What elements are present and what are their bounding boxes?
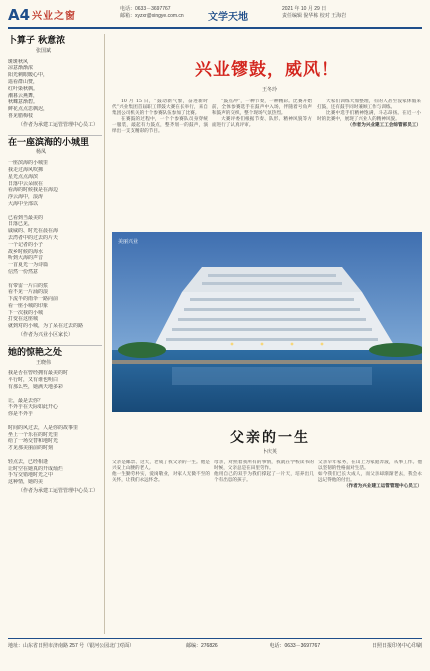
poem-line: 信然一份然意 [8, 268, 39, 275]
poem-line [8, 276, 102, 283]
poem-line: 这种情，她的美 [8, 479, 44, 486]
poem-line: 日落已见， [8, 221, 34, 228]
photo-caption: 美丽兴业 [118, 239, 139, 245]
poem-line: 下一次我的小城 [8, 309, 44, 316]
article-author: 卜庆英 [262, 449, 278, 455]
poem-body [8, 370, 102, 486]
poem-line [8, 452, 102, 459]
paragraph: 他一生勤劳朴实，爱岗敬业，对家人无微不至的关怀，让我们永远怀念。 [112, 472, 210, 484]
poem-note: （作者为承建工运管管理中心员工） [18, 488, 99, 495]
footer-printer: 日照日报印务中心印刷 [371, 643, 422, 649]
poem-line: 斑斑秋风 [8, 58, 29, 65]
poem-line: 故乡时候的海水 [8, 248, 44, 255]
article-column [318, 460, 422, 630]
article-headline: 父亲的一生 [230, 430, 310, 446]
divider [8, 345, 102, 346]
poem-body [8, 59, 102, 120]
poem-line: 一个记者的小子 [8, 241, 44, 248]
hotel-photo [112, 232, 422, 412]
email-label: 邮箱：xyzxr@xingye.com.cn [120, 13, 184, 19]
paragraph: 父亲早年家务，在山上为家庭奔波，从事工作。他以坚韧的性格面对生活。 [318, 460, 422, 472]
article-column [112, 460, 210, 630]
paragraph: 在赛鼓的过程中，一个个参赛队员身穿统一服装，敲起有力鼓点，整齐划一的鼓声，演绎出一支支精彩的节目。 [112, 117, 208, 135]
poem-line: 潮暮云燕舞， [8, 92, 39, 99]
footer-address: 地址：山东省日照市济南路 257 号（银河公园北门对面） [8, 643, 135, 649]
poem-line: 我走过海风吹拂 [8, 166, 44, 173]
poem-line: 看一座小城的印象 [8, 302, 49, 309]
editor-line: 责任编辑 倪华栋 校对 王海岩 [282, 13, 347, 19]
poem-line: 打变在这座城 [8, 316, 39, 323]
poem-note: （作者为承建工运管管理中心员工） [18, 121, 99, 128]
poem-line: 时间的风过去，人是你的故事里 [8, 424, 79, 431]
poem-author: 王晓伟 [36, 359, 52, 366]
paragraph: 比赛中选手们精神饱满，斗志昂扬。在近一小时的比赛中，展现了兴业人的精神风貌。 [317, 111, 421, 123]
poem-line: 凉意渐渐浓 [8, 65, 34, 72]
article-note: （作者为兴业建工工会综管部员工） [347, 123, 421, 129]
poem-line: 去湾者中的过去的片天 [8, 234, 59, 241]
article-column [112, 99, 208, 229]
poem-line: 让，最是去你？ [8, 397, 44, 404]
paragraph: 母亲，对照着我所有的事情，我就在学校读书的时候，父亲总是在田里劳作。 [214, 460, 314, 472]
poem-line: 就到对的小城，为了呆在过去的路 [8, 323, 84, 330]
poem-line: 星光点点海滨 [8, 173, 39, 180]
poem-line: 平行时，又有谁也明白 [8, 377, 59, 384]
contact-info [120, 6, 184, 20]
poem-line: 有带雷一片白的浆 [8, 282, 49, 289]
section-title: 文学天地 [208, 12, 248, 23]
poem-line: 手写交错地时光之中 [8, 472, 54, 479]
poem-line: 坐上一个乐在的时光里 [8, 431, 59, 438]
poem-line [8, 391, 102, 398]
poem-line: 给了一场交替和地时光 [8, 438, 59, 445]
poem-line: 不外乎在天际如此开心 [8, 404, 59, 411]
poem-body [8, 160, 102, 330]
article-column [214, 460, 314, 630]
poem-title: 卜算子 秋意浓 [8, 36, 66, 46]
footer [8, 642, 422, 649]
poem-line: 遥看群山赞， [8, 78, 39, 85]
article-author: 王冬玲 [262, 87, 278, 93]
poem-note: （作者为兴业小区家长） [18, 332, 74, 339]
poem-line: 才见那美丽前的时刻 [8, 445, 54, 452]
article-headline: 兴业镠鼓，威风！ [195, 60, 339, 80]
poem-line: 红叶染秋枫。 [8, 85, 39, 92]
poem-line: 大海中全部以 [8, 200, 39, 207]
paragraph: 10 月 15 日，“鼓动新气象，奋进新时代”兴业集团首届职工镠鼓大赛在长举行，来自集团公司机关的十个参赛队伍参加了比赛。 [112, 99, 208, 117]
poem-line: 浮云海中，浪涛 [8, 194, 44, 201]
poem-line: 下流半的雨伞一路向前 [8, 296, 59, 303]
page-number: A4 [8, 6, 31, 24]
poem-line: 轻点去，已经相逢 [8, 458, 49, 465]
issue-date: 2021 年 10 月 29 日 [282, 6, 327, 12]
footer-postcode: 邮编：276826 [185, 643, 218, 649]
divider [8, 135, 102, 136]
article-column [317, 99, 421, 229]
poem-line: 有那么些，她满天地多彩 [8, 384, 64, 391]
poem-line: 日落中云朵嵌在 [8, 180, 44, 187]
poem-line: 你是不外乎 [8, 411, 34, 418]
paragraph: “鼓点冲”，一种节奏，一种精彩。比赛开始前，全体参赛选手在鼓声中入场，伴随着号角声和鼓声的交织，整个现场气氛热烈。 [212, 99, 312, 117]
poem-line [8, 418, 102, 425]
poem-line: 戚威的、时光在晨在海 [8, 228, 59, 235]
footer-phone: 电话：0633－3697767 [269, 643, 321, 649]
poem-line: 看海的时候我是在海边 [8, 187, 59, 194]
poem-line: 一首夏光一为诗篇 [8, 262, 49, 269]
poem-author: 杨凤 [36, 149, 47, 156]
poem-line: 阳光刺眼暖心中， [8, 72, 49, 79]
article-note: （作者为兴业建工运管管理中心员工） [343, 484, 422, 490]
poetry-column [8, 34, 102, 634]
brand-name: 兴业之窗 [32, 11, 76, 22]
poem-line: 看不见一片涌的浪 [8, 289, 49, 296]
paragraph: 父亲是邮票、这天，老成了我父亲的一生。他是兴安上山腰的老人。 [112, 460, 210, 472]
column-divider [104, 34, 105, 634]
paragraph: 大赛评委们根据节奏、队形、精神风貌等方面进行了认真评审。 [212, 117, 312, 129]
poem-title: 在一座滨海的小城里 [8, 137, 90, 148]
poem-line: 喜见腊梅枝 [8, 112, 34, 119]
footer-rule [8, 638, 422, 639]
poem-line: 让时空在她真的开成灿烂 [8, 465, 64, 472]
poem-line: 听到大海的声音 [8, 255, 44, 262]
issue-info [282, 6, 346, 20]
poem-line: 我是否在曾经拥有最美的时 [8, 370, 69, 377]
paragraph: 他用自己的双手为我们撑起了一片天，培养出几个有出息的孩子。 [214, 472, 314, 484]
poem-line: 一座滨海的小城里 [8, 160, 49, 167]
header-rule [8, 27, 422, 29]
photo-illustration [112, 232, 422, 412]
article-column [212, 99, 312, 229]
poem-line: 秋蝶意渐碧。 [8, 99, 39, 106]
poem-line: 已看到当最美的 [8, 214, 44, 221]
poem-title: 她的惊艳之处 [8, 347, 63, 358]
poem-line: 鲜花点点思枫迟， [8, 106, 49, 113]
poem-line [8, 208, 102, 215]
paragraph: 大家们训练大加整理，有的人甚至没家休假来打鼓，还有鼓手同时兼顾工作与训练。 [317, 99, 421, 111]
poem-author: 张国斌 [36, 47, 52, 54]
phone-label: 电话：0633－3697767 [120, 6, 171, 12]
paragraph: 如今我们已长大成人，而父亲却渐渐老去，我会永远记得他的付出。 [318, 472, 422, 484]
